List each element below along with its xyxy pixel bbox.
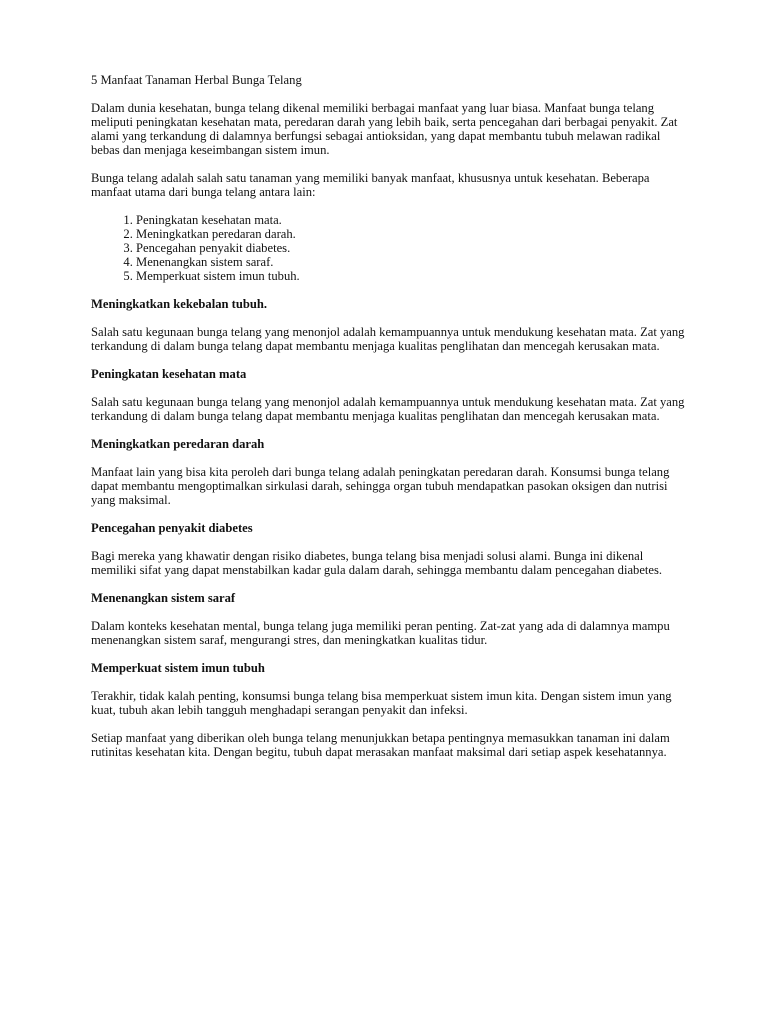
list-item: 3. Pencegahan penyakit diabetes. bbox=[136, 241, 691, 255]
intro-paragraph-1: Dalam dunia kesehatan, bunga telang dikenal memiliki berbagai manfaat yang luar biasa. Manfaat bunga telang meliputi peningkatan kesehatan mata, peredaran darah yang lebih baik, serta pencegahan dari berbagai penyakit. Zat alami yang terkandung di dalamnya berfungsi sebagai antioksidan, yang dapat membantu tubuh melawan radikal bebas dan menjaga keseimbangan sistem imun. bbox=[91, 101, 678, 157]
section-heading: Pencegahan penyakit diabetes bbox=[91, 521, 253, 535]
list-item: 5. Memperkuat sistem imun tubuh. bbox=[136, 269, 691, 283]
section-paragraph: Salah satu kegunaan bunga telang yang menonjol adalah kemampuannya untuk mendukung kesehatan mata. Zat yang terkandung di dalam bunga telang dapat membantu menjaga kualitas penglihatan dan mencegah kerusakan mata. bbox=[91, 325, 685, 353]
section-paragraph: Bagi mereka yang khawatir dengan risiko diabetes, bunga telang bisa menjadi solusi alami. Bunga ini dikenal memiliki sifat yang dapat menstabilkan kadar gula dalam darah, sehingga membantu dalam pencegahan diabetes. bbox=[91, 549, 663, 577]
section-heading: Menenangkan sistem saraf bbox=[91, 591, 236, 605]
closing-paragraph: Setiap manfaat yang diberikan oleh bunga telang menunjukkan betapa pentingnya memasukkan tanaman ini dalam rutinitas kesehatan kita. Dengan begitu, tubuh dapat merasakan manfaat maksimal dari setiap aspek kesehatannya. bbox=[91, 731, 670, 759]
section-paragraph: Terakhir, tidak kalah penting, konsumsi bunga telang bisa memperkuat sistem imun kita. Dengan sistem imun yang kuat, tubuh akan lebih tangguh menghadapi serangan penyakit dan infeksi. bbox=[91, 689, 672, 717]
section-heading: Meningkatkan peredaran darah bbox=[91, 437, 265, 451]
section-heading: Peningkatan kesehatan mata bbox=[91, 367, 247, 381]
document-title: 5 Manfaat Tanaman Herbal Bunga Telang bbox=[91, 73, 302, 87]
section-heading: Meningkatkan kekebalan tubuh. bbox=[91, 297, 268, 311]
section-paragraph: Salah satu kegunaan bunga telang yang menonjol adalah kemampuannya untuk mendukung kesehatan mata. Zat yang terkandung di dalam bunga telang dapat membantu menjaga kualitas penglihatan dan mencegah kerusakan mata. bbox=[91, 395, 685, 423]
list-item: 2. Meningkatkan peredaran darah. bbox=[136, 227, 691, 241]
section-paragraph: Dalam konteks kesehatan mental, bunga telang juga memiliki peran penting. Zat-zat yang ada di dalamnya mampu menenangkan sistem saraf, mengurangi stres, dan meningkatkan kualitas tidur. bbox=[91, 619, 670, 647]
list-item: 1. Peningkatan kesehatan mata. bbox=[136, 213, 691, 227]
intro-paragraph-2: Bunga telang adalah salah satu tanaman yang memiliki banyak manfaat, khususnya untuk kesehatan. Beberapa manfaat utama dari bunga telang antara lain: bbox=[91, 171, 650, 199]
document-body bbox=[91, 73, 691, 773]
section-paragraph: Manfaat lain yang bisa kita peroleh dari bunga telang adalah peningkatan peredaran darah. Konsumsi bunga telang dapat membantu mengoptimalkan sirkulasi darah, sehingga organ tubuh mendapatkan pasokan oksigen dan nutrisi yang maksimal. bbox=[91, 465, 670, 507]
benefits-list bbox=[91, 213, 691, 283]
section-heading: Memperkuat sistem imun tubuh bbox=[91, 661, 265, 675]
list-item: 4. Menenangkan sistem saraf. bbox=[136, 255, 691, 269]
